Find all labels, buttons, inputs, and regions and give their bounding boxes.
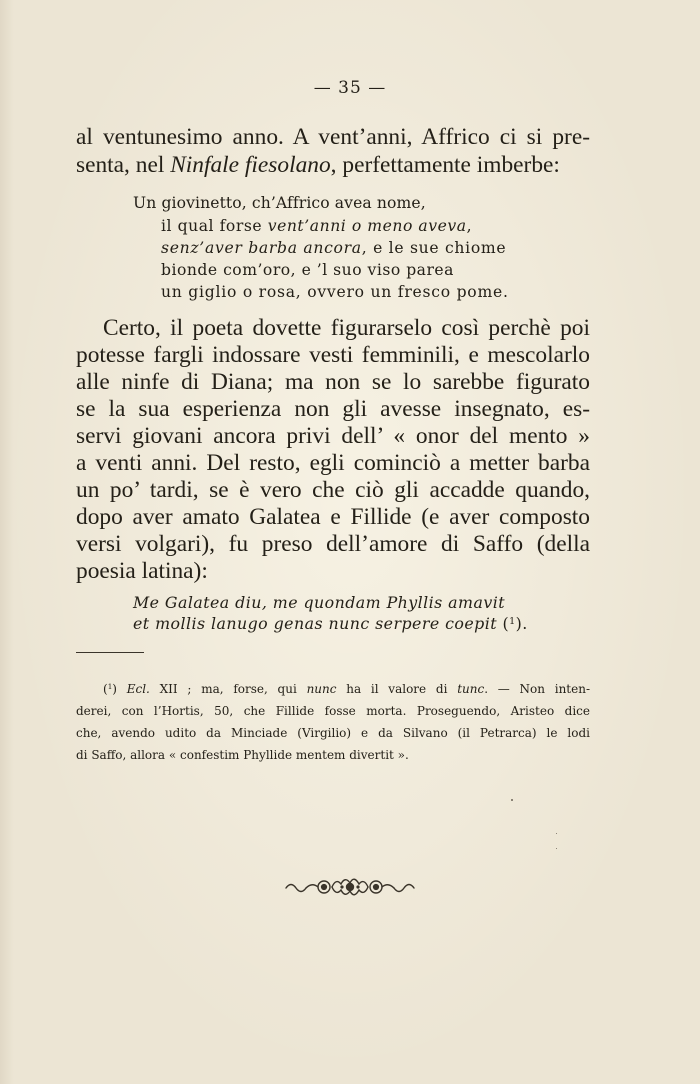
body-line: al ventunesimo anno. A vent’anni, Affrico ci si pre-: [76, 124, 590, 150]
page-number: — 35 —: [313, 78, 387, 98]
footnote-marker: 1: [107, 682, 113, 692]
italic-text: Me Galatea diu, me quondam Phyllis amavit: [133, 593, 506, 612]
footnote-line: che, avendo udito da Minciade (Virgilio) e da Silvano (il Petrarca) le lodi: [76, 726, 590, 740]
body-line: dopo aver amato Galatea e Fillide (e aver composto: [76, 504, 590, 530]
italic-text: senz’aver barba ancora: [161, 239, 362, 257]
body-line: alle ninfe di Diana; ma non se lo sarebbe figurato: [76, 369, 590, 395]
body-line: poesia latina):: [76, 558, 208, 584]
verse-line: senz’aver barba ancora, e le sue chiome: [161, 239, 507, 257]
body-line: a venti anni. Del resto, egli cominciò a metter barba: [76, 450, 590, 476]
italic-text: nunc: [306, 682, 337, 696]
verse-line: un giglio o rosa, ovvero un fresco pome.: [161, 283, 509, 301]
paper-speck: [511, 799, 513, 801]
italic-text: Ecl.: [126, 682, 150, 696]
body-line: senta, nel Ninfale fiesolano, perfettamente imberbe:: [76, 152, 560, 178]
body-line: versi volgari), fu preso dell’amore di Saffo (della: [76, 531, 590, 557]
decorative-fleuron-icon: [280, 872, 420, 902]
footnote-rule: [76, 652, 144, 653]
footnote-line: derei, con l’Hortis, 50, che Fillide fosse morta. Proseguendo, Aristeo dice: [76, 704, 590, 718]
body-line: servi giovani ancora privi dell’ « onor del mento »: [76, 423, 590, 449]
footnote-marker: 1: [509, 615, 516, 627]
paper-speck: [556, 833, 557, 834]
body-line: un po’ tardi, se è vero che ciò gli accadde quando,: [76, 477, 590, 503]
paper-speck: [556, 848, 557, 849]
italic-text: et mollis lanugo genas nunc serpere coepit: [133, 614, 498, 633]
verse-line: il qual forse vent’anni o meno aveva,: [161, 217, 473, 235]
verse-line: bionde com’oro, e ’l suo viso parea: [161, 261, 454, 279]
body-line: Certo, il poeta dovette figurarselo così perchè poi: [103, 315, 590, 341]
verse-line: Un giovinetto, ch’Affrico avea nome,: [133, 194, 426, 212]
latin-verse-line: [133, 595, 505, 611]
italic-text: Ninfale fiesolano: [170, 152, 331, 178]
italic-text: tunc: [457, 682, 485, 696]
footnote-line: di Saffo, allora « confestim Phyllide mentem divertit ».: [76, 748, 409, 762]
italic-text: vent’anni o meno aveva: [267, 217, 467, 235]
footnote-line: ($^1$) Ecl. XII ; ma, forse, qui nunc ha il valore di tunc. — Non inten-: [103, 682, 591, 696]
latin-verse-line: et mollis lanugo genas nunc serpere coepit ($^1$).: [133, 614, 528, 633]
body-line: se la sua esperienza non gli avesse insegnato, es-: [76, 396, 590, 422]
body-line: potesse fargli indossare vesti femminili, e mescolarlo: [76, 342, 590, 368]
